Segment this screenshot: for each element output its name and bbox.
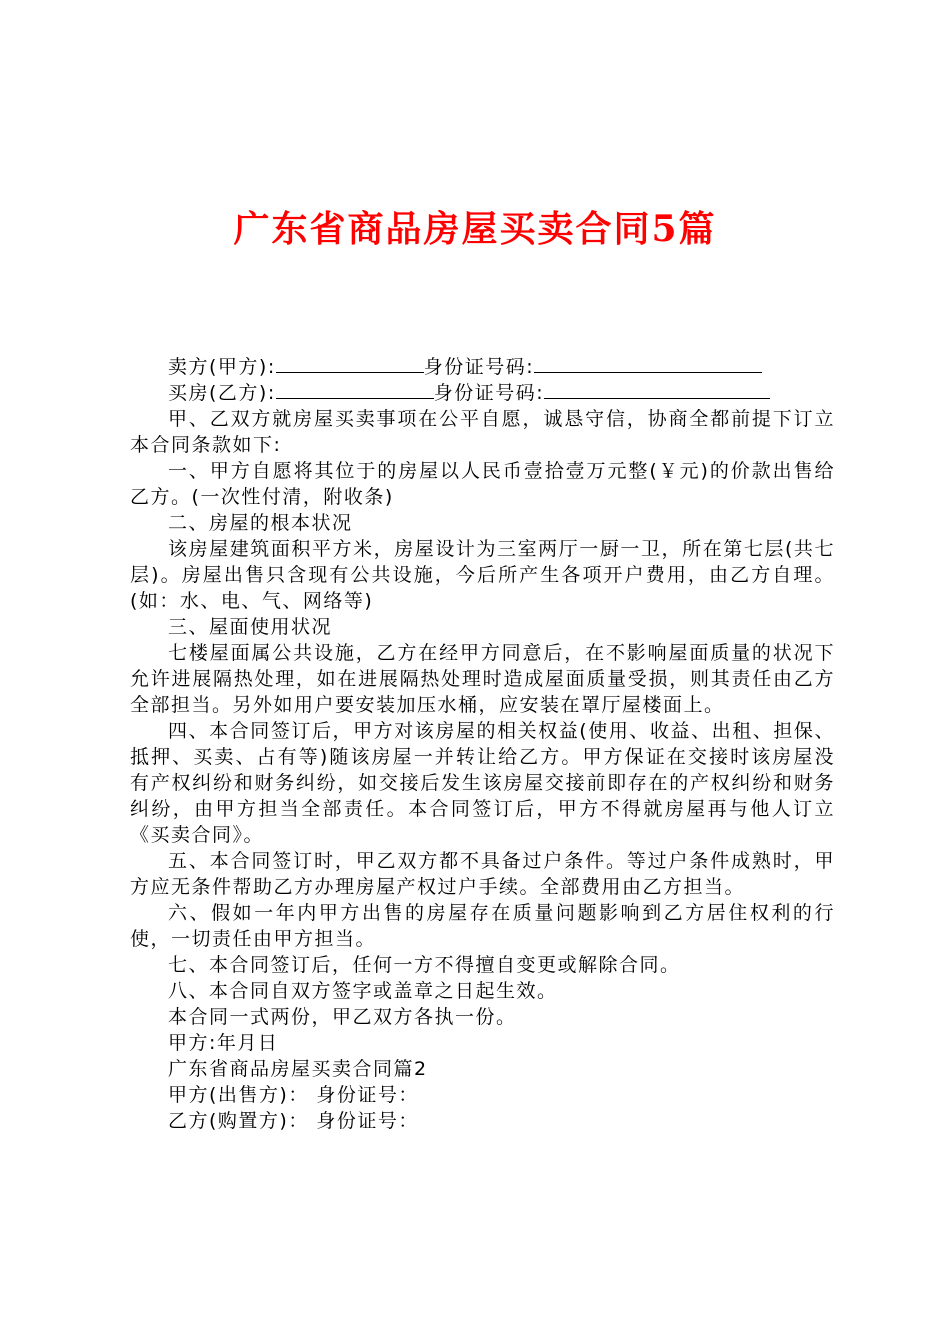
paragraph: 广东省商品房屋买卖合同篇2 xyxy=(168,1058,428,1080)
buyer-blank xyxy=(276,380,434,399)
seller-blank xyxy=(276,354,424,373)
seller-label: 卖方(甲方): xyxy=(168,356,276,378)
paragraph: 二、房屋的根本状况 xyxy=(168,512,353,534)
paragraph: 八、本合同自双方签字或盖章之日起生效。 xyxy=(168,980,558,1002)
paragraph: 甲、乙双方就房屋买卖事项在公平自愿，诚恳守信，协商全都前提下订立本合同条款如下: xyxy=(130,408,835,456)
paragraph: 七楼屋面属公共设施，乙方在经甲方同意后，在不影响屋面质量的状况下允许进展隔热处理，如在进展隔热处理时造成屋面质量受损，则其责任由乙方全部担当。另外如用户要安装加压水桶，应安装在罩厅屋楼面上。 xyxy=(130,642,835,716)
paragraph: 本合同一式两份，甲乙双方各执一份。 xyxy=(168,1006,517,1028)
paragraph: 四、本合同签订后，甲方对该房屋的相关权益(使用、收益、出租、担保、抵押、买卖、占有等)随该房屋一并转让给乙方。甲方保证在交接时该房屋没有产权纠纷和财务纠纷，如交接后发生该房屋交接前即存在的产权纠纷和财务纠纷，由甲方担当全部责任。本合同签订后，甲方不得就房屋再与他人订立《买卖合同》。 xyxy=(130,720,835,846)
document-body xyxy=(130,354,835,1134)
buyer-id-blank xyxy=(544,380,770,399)
seller-line xyxy=(130,354,835,380)
document-title: 广东省商品房屋买卖合同5篇 xyxy=(233,208,717,250)
seller-id-label: 身份证号码: xyxy=(423,356,535,378)
paragraph: 五、本合同签订时，甲乙双方都不具备过户条件。等过户条件成熟时，甲方应无条件帮助乙方办理房屋产权过户手续。全部费用由乙方担当。 xyxy=(130,850,835,898)
buyer-id-label: 身份证号码: xyxy=(433,382,545,404)
paragraph: 乙方(购置方)： 身份证号： xyxy=(168,1110,419,1132)
buyer-label: 买房(乙方): xyxy=(168,382,276,404)
paragraph: 甲方(出售方)： 身份证号： xyxy=(168,1084,419,1106)
paragraph: 该房屋建筑面积平方米，房屋设计为三室两厅一厨一卫，所在第七层(共七层)。房屋出售只含现有公共设施，今后所产生各项开户费用，由乙方自理。(如：水、电、气、网络等) xyxy=(130,538,835,612)
seller-id-blank xyxy=(534,354,762,373)
paragraph: 甲方:年月日 xyxy=(168,1032,279,1054)
paragraph: 一、甲方自愿将其位于的房屋以人民币壹拾壹万元整(￥元)的价款出售给乙方。(一次性付清，附收条) xyxy=(130,460,835,508)
buyer-line xyxy=(130,380,835,406)
paragraph: 七、本合同签订后，任何一方不得擅自变更或解除合同。 xyxy=(168,954,681,976)
paragraph: 六、假如一年内甲方出售的房屋存在质量问题影响到乙方居住权利的行使，一切责任由甲方担当。 xyxy=(130,902,835,950)
paragraph: 三、屋面使用状况 xyxy=(168,616,333,638)
